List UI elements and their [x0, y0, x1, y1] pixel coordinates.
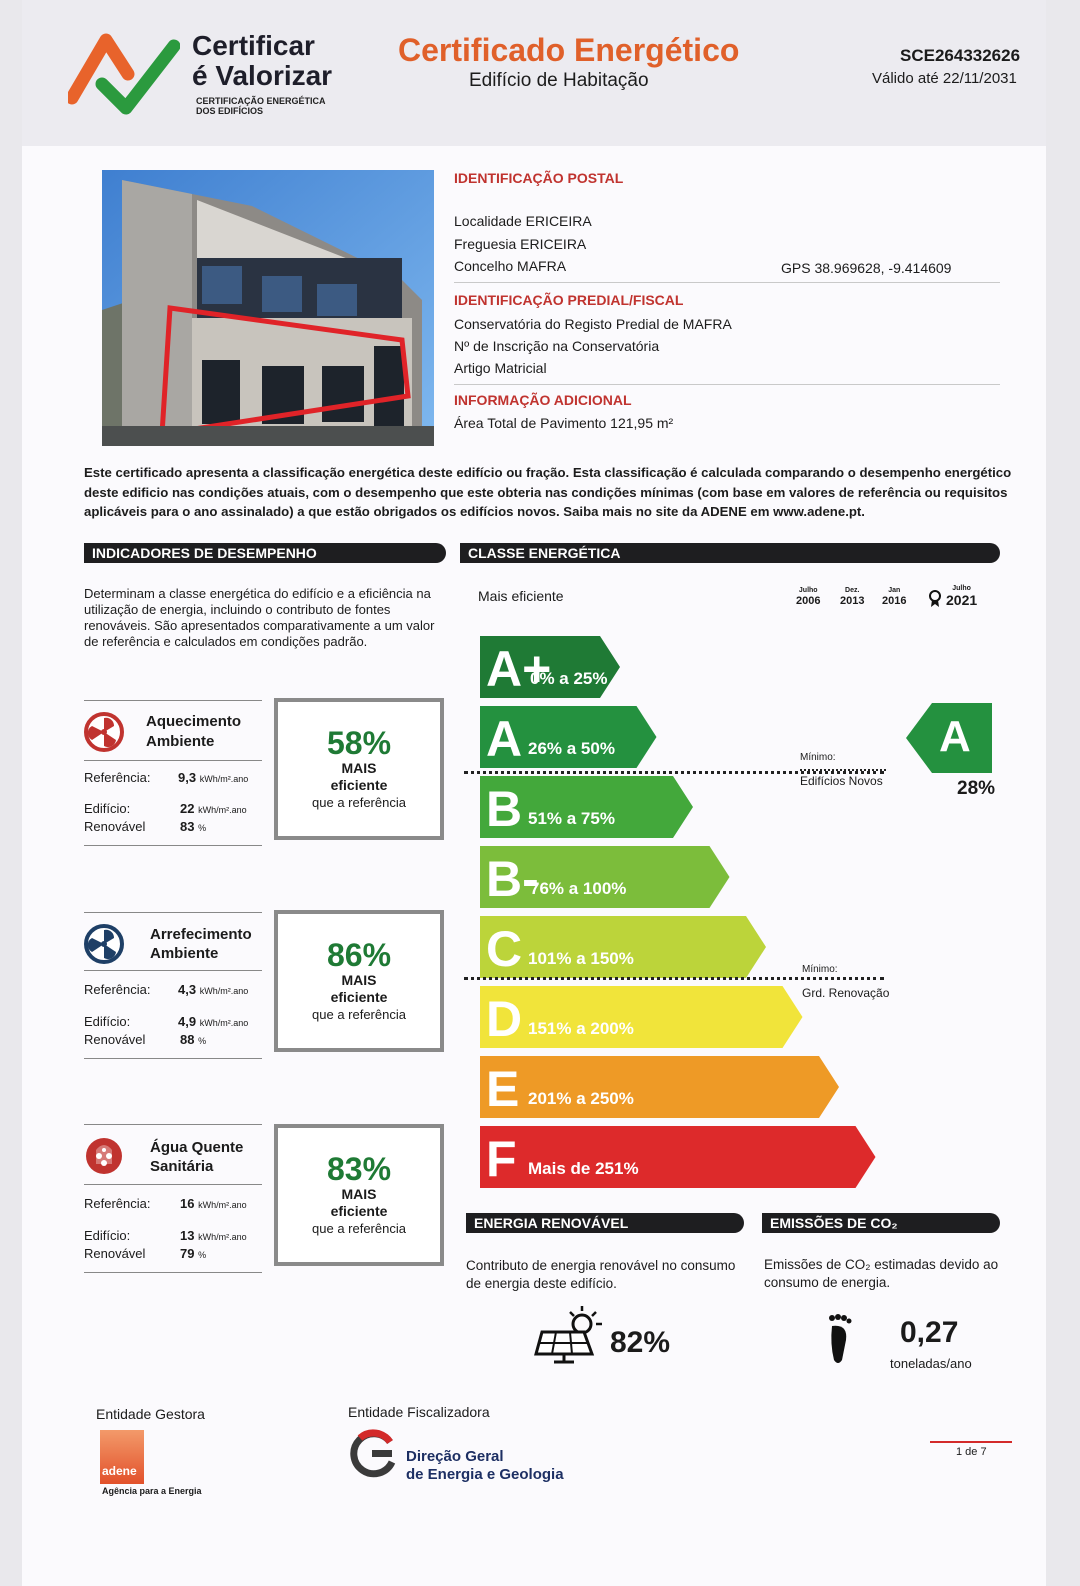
year-value: 2021: [946, 592, 978, 608]
postal-section-title: IDENTIFICAÇÃO POSTAL: [454, 170, 624, 186]
artigo-matricial: Artigo Matricial: [454, 360, 547, 376]
mais-label: MAIS: [341, 760, 377, 776]
efficiency-percent: 58%: [326, 725, 392, 761]
unit-text: kWh/m².ano: [198, 1232, 247, 1242]
edificio-value: [178, 1014, 248, 1029]
indicator-name-2: Sanitária: [150, 1158, 214, 1175]
class-range: Mais de 251%: [528, 1159, 639, 1178]
year-value: 2013: [840, 595, 865, 607]
value-text: 22: [180, 801, 195, 816]
indicator-name-2: Ambiente: [146, 733, 215, 750]
energy-class-bars: [480, 636, 900, 1196]
divider: [454, 282, 1000, 283]
referencia-label: Referência:: [84, 982, 151, 997]
value-text: 83: [180, 819, 195, 834]
class-range: 201% a 250%: [528, 1089, 634, 1108]
referencia-value: [178, 982, 248, 997]
class-bar-shape: [480, 916, 766, 978]
intro-paragraph: Este certificado apresenta a classificação energética deste edifício ou fração. Esta classificação é calculada comparando o desempenho energético deste edificio nas condições atuais, com o desempenho que este obteria nas condições mínimas (com base em valores de referência ou requisitos aplicáveis para o ano assinalado) a que estão obrigados os edifícios novos. Saiba mais no site da ADENE em www.adene.pt.: [84, 465, 1012, 519]
renovavel-label: Renovável: [84, 1032, 146, 1047]
indicator-name: Aquecimento: [146, 713, 242, 730]
emissoes-value: 0,27: [900, 1316, 959, 1349]
year-value: 2016: [882, 595, 907, 607]
renovavel-label: Renovável: [84, 1246, 146, 1261]
class-bar-shape: [480, 986, 803, 1048]
class-range: 151% a 200%: [528, 1019, 634, 1038]
class-range: 76% a 100%: [530, 879, 627, 898]
certificate-title: Certificado Energético: [398, 32, 740, 68]
class-bar-aplus: [480, 636, 620, 698]
renovavel-text: Contributo de energia renovável no consumo de energia deste edifício.: [466, 1258, 736, 1291]
unit-text: kWh/m².ano: [198, 1200, 247, 1210]
year-2006: [796, 587, 820, 607]
dgeg-logo-icon: [348, 1428, 398, 1478]
value-text: 4,3: [178, 982, 197, 997]
localidade: Localidade ERICEIRA: [454, 213, 592, 229]
class-bar-e: [480, 1056, 839, 1118]
class-range: 26% a 50%: [528, 739, 615, 758]
year-2013: [840, 587, 864, 607]
class-letter: E: [486, 1061, 520, 1117]
class-bar-b: [480, 776, 693, 838]
indicator-name: Água Quente: [150, 1139, 244, 1156]
year-month: Jan: [888, 587, 901, 594]
eficiente-label: eficiente: [330, 777, 388, 793]
footprint-icon: [826, 1314, 856, 1366]
adene-sub: Agência para a Energia: [102, 1486, 202, 1496]
value-text: 88: [180, 1032, 195, 1047]
page-divider: [930, 1441, 1012, 1443]
inscricao: Nº de Inscrição na Conservatória: [454, 338, 660, 354]
renovavel-value: [180, 1032, 206, 1047]
unit-text: %: [198, 823, 207, 833]
mais-eficiente-label: Mais eficiente: [478, 588, 564, 604]
concelho: Concelho MAFRA: [454, 258, 567, 274]
gps-coordinates: GPS 38.969628, -9.414609: [781, 260, 952, 276]
adene-logo: [100, 1430, 144, 1484]
efficiency-box: [274, 910, 444, 1052]
unit-text: %: [198, 1036, 207, 1046]
class-letter: C: [486, 921, 523, 977]
class-bar-shape: [480, 1126, 876, 1188]
renovavel-value: [180, 1246, 206, 1261]
efficiency-percent: 86%: [326, 937, 392, 973]
value-text: 79: [180, 1246, 195, 1261]
unit-text: kWh/m².ano: [199, 986, 249, 996]
minimo-dots: [800, 769, 886, 771]
entidade-fiscalizadora-label: Entidade Fiscalizadora: [348, 1404, 490, 1420]
logo-line1: Certificar: [192, 30, 315, 61]
referencia-value: [178, 770, 248, 785]
minimo-renovacao-label: Grd. Renovação: [802, 986, 890, 1000]
efficiency-box: [274, 1124, 444, 1266]
building-photo: [102, 170, 434, 446]
indicadores-header: INDICADORES DE DESEMPENHO: [84, 543, 446, 563]
year-value: 2006: [796, 595, 821, 607]
year-month: Julho: [952, 585, 971, 592]
referencia-label: Referência:: [84, 770, 151, 785]
class-bar-a: [480, 706, 657, 768]
divider: [84, 760, 262, 761]
dgeg-line2: de Energia e Geologia: [406, 1466, 564, 1483]
edificio-label: Edifício:: [84, 801, 131, 816]
entidade-gestora-label: Entidade Gestora: [96, 1406, 205, 1422]
dgeg-line1: Direção Geral: [406, 1448, 504, 1465]
que-referencia-label: que a referência: [312, 795, 406, 810]
eficiente-label: eficiente: [330, 1203, 388, 1219]
emissoes-header: EMISSÕES DE CO₂: [762, 1213, 1000, 1233]
year-2021: [946, 585, 977, 608]
indicator-name-2: Ambiente: [150, 945, 219, 962]
que-referencia-label: que a referência: [312, 1221, 406, 1236]
divider: [84, 1184, 262, 1185]
divider: [84, 1058, 262, 1059]
adene-text: adene: [102, 1464, 137, 1478]
class-range: 0% a 25%: [530, 669, 608, 688]
solar-panel-icon: [534, 1304, 606, 1366]
divider: [84, 1124, 262, 1125]
unit-text: %: [198, 1250, 207, 1260]
class-bar-c: [480, 916, 766, 978]
edificio-value: [180, 801, 247, 816]
page-number: 1 de 7: [956, 1446, 987, 1458]
area-total: Área Total de Pavimento 121,95 m²: [454, 415, 674, 431]
divider: [84, 1272, 262, 1273]
minimo-label: Mínimo:: [802, 964, 838, 975]
indicator-name: Arrefecimento: [150, 926, 252, 943]
efficiency-box: [274, 698, 444, 840]
certificar-logo-icon: [68, 26, 180, 118]
divider: [84, 970, 262, 971]
certificate-subtitle: Edifício de Habitação: [469, 70, 649, 91]
class-bar-shape: [480, 1056, 839, 1118]
eficiente-label: eficiente: [330, 989, 388, 1005]
mais-label: MAIS: [341, 972, 377, 988]
emissoes-text: Emissões de CO₂ estimadas devido ao consumo de energia.: [764, 1257, 999, 1290]
heating-fan-icon: [84, 712, 124, 752]
renovavel-value: 82%: [610, 1326, 671, 1359]
conservatoria: Conservatória do Registo Predial de MAFRA: [454, 316, 732, 332]
logo-line2: é Valorizar: [192, 60, 333, 91]
result-percent: 28%: [957, 778, 996, 799]
class-letter: F: [486, 1131, 517, 1187]
edificio-value: [180, 1228, 247, 1243]
year-2016: [882, 587, 906, 607]
certificate-code: SCE264332626: [900, 46, 1021, 65]
class-range: 101% a 150%: [528, 949, 634, 968]
validity-date: Válido até 22/11/2031: [872, 70, 1017, 87]
value-text: 9,3: [178, 770, 197, 785]
efficiency-percent: 83%: [326, 1151, 392, 1187]
class-letter: D: [486, 991, 523, 1047]
class-bar-f: [480, 1126, 876, 1188]
divider: [84, 700, 262, 701]
divider: [84, 845, 262, 846]
class-bar-d: [480, 986, 803, 1048]
value-text: 16: [180, 1196, 195, 1211]
year-month: Julho: [798, 587, 818, 594]
class-letter: A: [486, 711, 523, 767]
value-text: 13: [180, 1228, 195, 1243]
value-text: 4,9: [178, 1014, 197, 1029]
predial-section-title: IDENTIFICAÇÃO PREDIAL/FISCAL: [454, 292, 684, 308]
certificate-page: [22, 0, 1046, 1586]
class-letter: A+: [486, 641, 552, 697]
divider: [84, 912, 262, 913]
minimo-novos-label: Edifícios Novos: [800, 774, 883, 788]
adicional-section-title: INFORMAÇÃO ADICIONAL: [454, 392, 632, 408]
edificio-label: Edifício:: [84, 1014, 131, 1029]
divider: [454, 384, 1000, 385]
hot-water-icon: [84, 1136, 124, 1176]
indicadores-description: Determinam a classe energética do edifício e a eficiência na utilização de energia, incluindo o contributo de fontes renováveis. São apresentados comparativamente a um valor de referência e calculados em condições padrão.: [84, 586, 435, 649]
class-letter: B: [486, 781, 523, 837]
logo-sub2: DOS EDIFÍCIOS: [196, 106, 264, 116]
classe-header: CLASSE ENERGÉTICA: [460, 543, 1000, 563]
logo-sub1: CERTIFICAÇÃO ENERGÉTICA: [196, 96, 326, 106]
freguesia: Freguesia ERICEIRA: [454, 236, 587, 252]
minimo-label: Mínimo:: [800, 752, 836, 763]
unit-text: kWh/m².ano: [199, 1018, 249, 1028]
renovavel-label: Renovável: [84, 819, 146, 834]
referencia-label: Referência:: [84, 1196, 151, 1211]
edificio-label: Edifício:: [84, 1228, 131, 1243]
renovavel-header: ENERGIA RENOVÁVEL: [466, 1213, 744, 1233]
que-referencia-label: que a referência: [312, 1007, 406, 1022]
minimo-renovacao-line: [464, 977, 884, 980]
unit-text: kWh/m².ano: [199, 774, 249, 784]
renovavel-value: [180, 819, 206, 834]
referencia-value: [180, 1196, 247, 1211]
result-class-letter: A: [939, 712, 971, 761]
award-ribbon-icon: [928, 590, 942, 608]
class-bar-bminus: [480, 846, 730, 908]
year-month: Dez.: [845, 587, 860, 594]
cooling-fan-icon: [84, 924, 124, 964]
class-letter: B-: [486, 851, 539, 907]
unit-text: kWh/m².ano: [198, 805, 247, 815]
mais-label: MAIS: [341, 1186, 377, 1202]
class-range: 51% a 75%: [528, 809, 615, 828]
emissoes-unit: toneladas/ano: [890, 1356, 972, 1371]
